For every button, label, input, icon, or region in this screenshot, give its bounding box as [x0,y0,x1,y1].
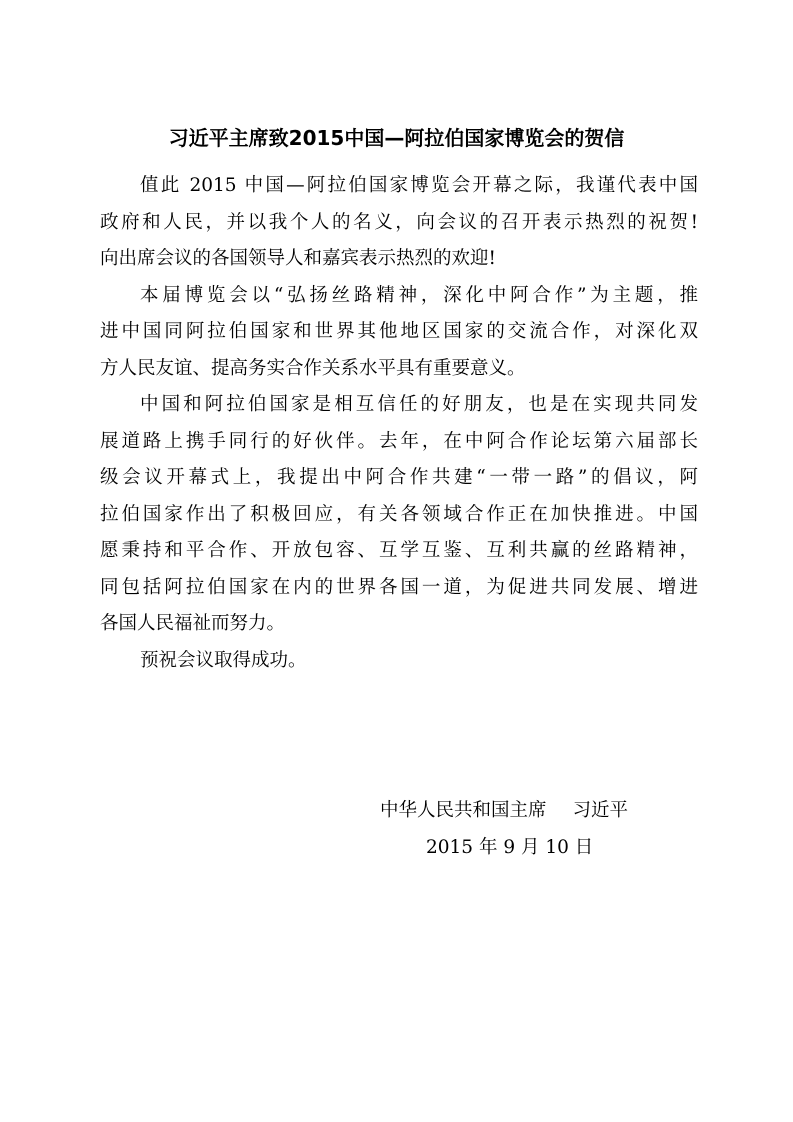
signatory-name: 习近平 [572,800,629,821]
text-line: 政府和人民，并以我个人的名义，向会议的召开表示热烈的祝贺! [100,211,698,233]
text-line: 值此 2015 中国—阿拉伯国家博览会开幕之际，我谨代表中国 [140,175,698,196]
paragraph-closing [100,643,698,680]
text-line: 方人民友谊、提高务实合作关系水平具有重要意义。 [100,357,526,379]
text-line: 中国和阿拉伯国家是相互信任的好朋友，也是在实现共同发 [140,394,698,415]
text-line: 展道路上携手同行的好伙伴。去年，在中阿合作论坛第六届部长 [100,430,698,452]
paragraph-theme [100,278,698,388]
letter-body [100,168,698,679]
text-line: 各国人民福祉而努力。 [100,613,286,634]
text-line: 同包括阿拉伯国家在内的世界各国一道，为促进共同发展、增进 [100,576,698,598]
document-title: 习近平主席致2015中国—阿拉伯国家博览会的贺信 [168,126,625,150]
text-line: 进中国同阿拉伯国家和世界其他地区国家的交流合作，对深化双 [100,321,698,342]
signature-block [380,793,628,829]
text-line: 级会议开幕式上，我提出中阿合作共建“一带一路”的倡议，阿 [100,467,698,488]
paragraph-greeting [100,168,698,278]
letter-date: 2015 年 9 月 10 日 [426,837,594,858]
text-line: 拉伯国家作出了积极回应，有关各领域合作正在加快推进。中国 [100,503,698,525]
paragraph-partnership [100,387,698,643]
signatory-position: 中华人民共和国主席 [380,800,547,821]
text-line: 向出席会议的各国领导人和嘉宾表示热烈的欢迎! [100,248,496,269]
text-line: 愿秉持和平合作、开放包容、互学互鉴、互利共赢的丝路精神， [100,540,698,561]
text-line: 本届博览会以“弘扬丝路精神，深化中阿合作”为主题，推 [140,284,698,306]
text-line: 预祝会议取得成功。 [140,649,307,671]
